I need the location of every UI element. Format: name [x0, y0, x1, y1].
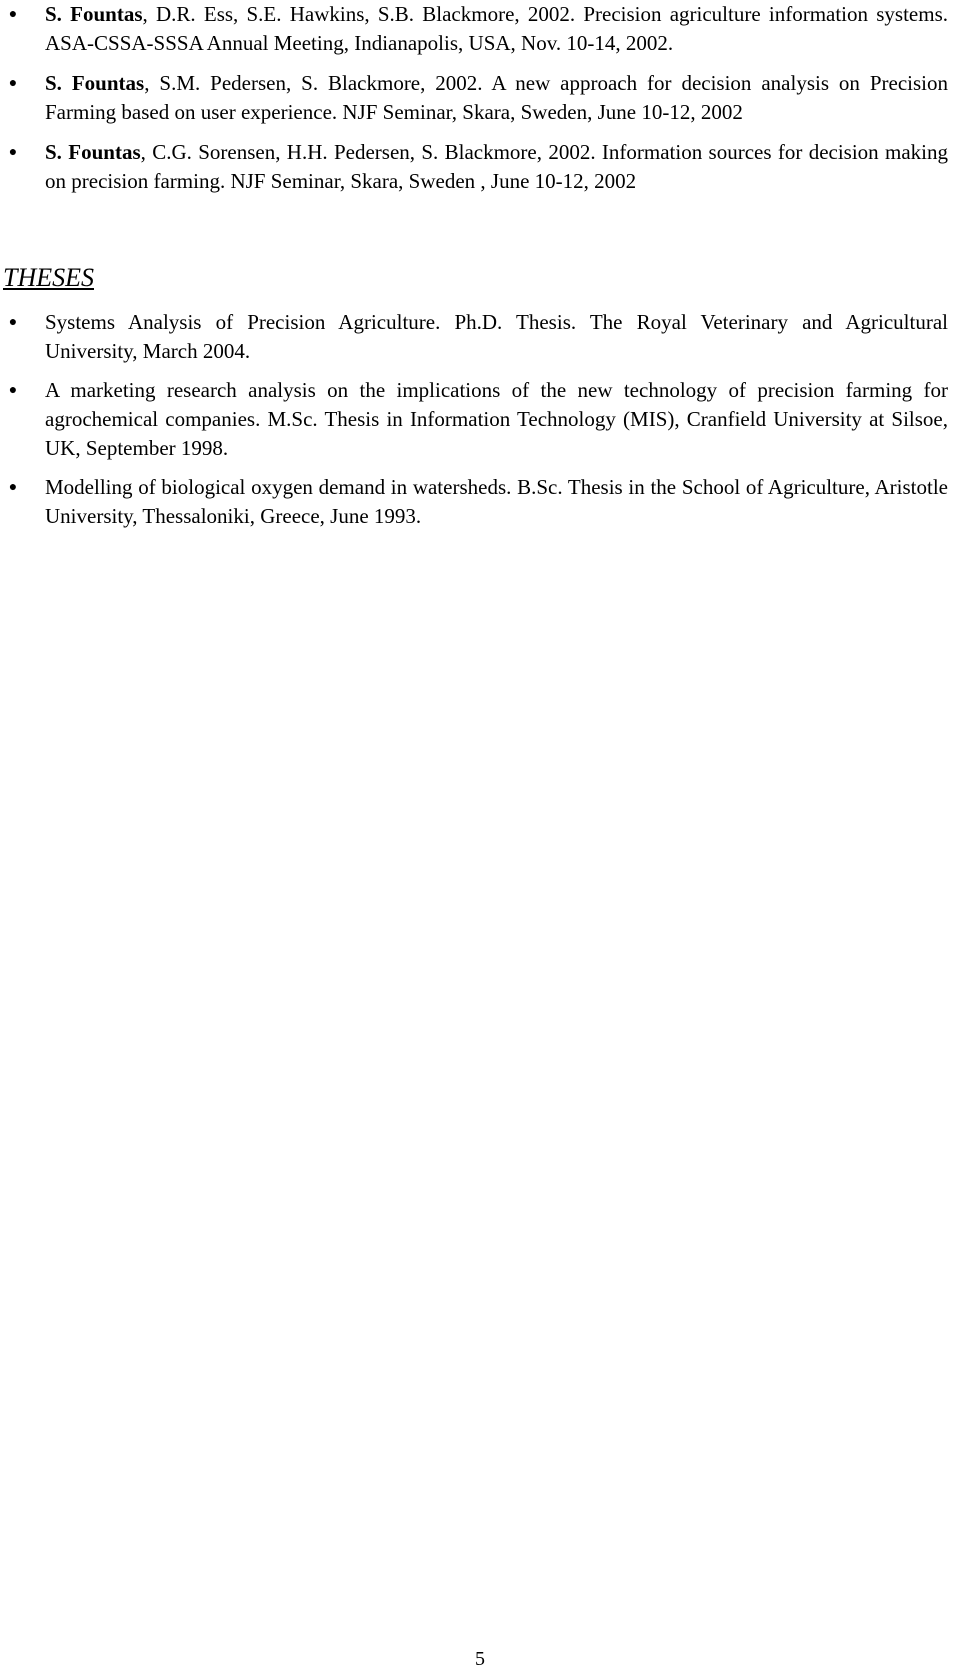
bullet-icon: ●: [8, 480, 18, 495]
page-number: 5: [475, 1648, 485, 1670]
thesis-item: [0, 473, 960, 531]
thesis-text: A marketing research analysis on the implications of the new technology of precision farming for agrochemical companies. M.Sc. Thesis in Information Technology (MIS), Cranfield University at Silsoe, UK, September 1998.: [45, 378, 948, 460]
citation-text: , C.G. Sorensen, H.H. Pedersen, S. Blackmore, 2002. Information sources for decision making on precision farming. NJF Seminar, Skara, Sweden , June 10-12, 2002: [45, 140, 948, 193]
lead-author: S. Fountas: [45, 140, 141, 164]
conference-paper-item: [0, 69, 960, 127]
lead-author: S. Fountas: [45, 71, 145, 95]
bullet-icon: ●: [8, 76, 18, 91]
bullet-icon: ●: [8, 7, 18, 22]
conference-paper-item: [0, 0, 960, 58]
thesis-text: Modelling of biological oxygen demand in watersheds. B.Sc. Thesis in the School of Agriculture, Aristotle University, Thessaloniki, Greece, June 1993.: [45, 475, 948, 528]
conference-paper-item: [0, 138, 960, 196]
lead-author: S. Fountas: [45, 2, 143, 26]
citation-text: , D.R. Ess, S.E. Hawkins, S.B. Blackmore, 2002. Precision agriculture information systems. ASA-CSSA-SSSA Annual Meeting, Indianapolis, USA, Nov. 10-14, 2002.: [45, 2, 948, 55]
theses-list: [0, 308, 960, 541]
conference-paper-list: [0, 0, 960, 207]
bullet-icon: ●: [8, 315, 18, 330]
thesis-item: [0, 308, 960, 366]
bullet-icon: ●: [8, 383, 18, 398]
thesis-item: [0, 376, 960, 463]
thesis-text: Systems Analysis of Precision Agriculture. Ph.D. Thesis. The Royal Veterinary and Agricultural University, March 2004.: [45, 310, 948, 363]
theses-heading: THESES: [3, 263, 94, 292]
bullet-icon: ●: [8, 145, 18, 160]
citation-text: , S.M. Pedersen, S. Blackmore, 2002. A new approach for decision analysis on Precision Farming based on user experience. NJF Seminar, Skara, Sweden, June 10-12, 2002: [45, 71, 949, 124]
